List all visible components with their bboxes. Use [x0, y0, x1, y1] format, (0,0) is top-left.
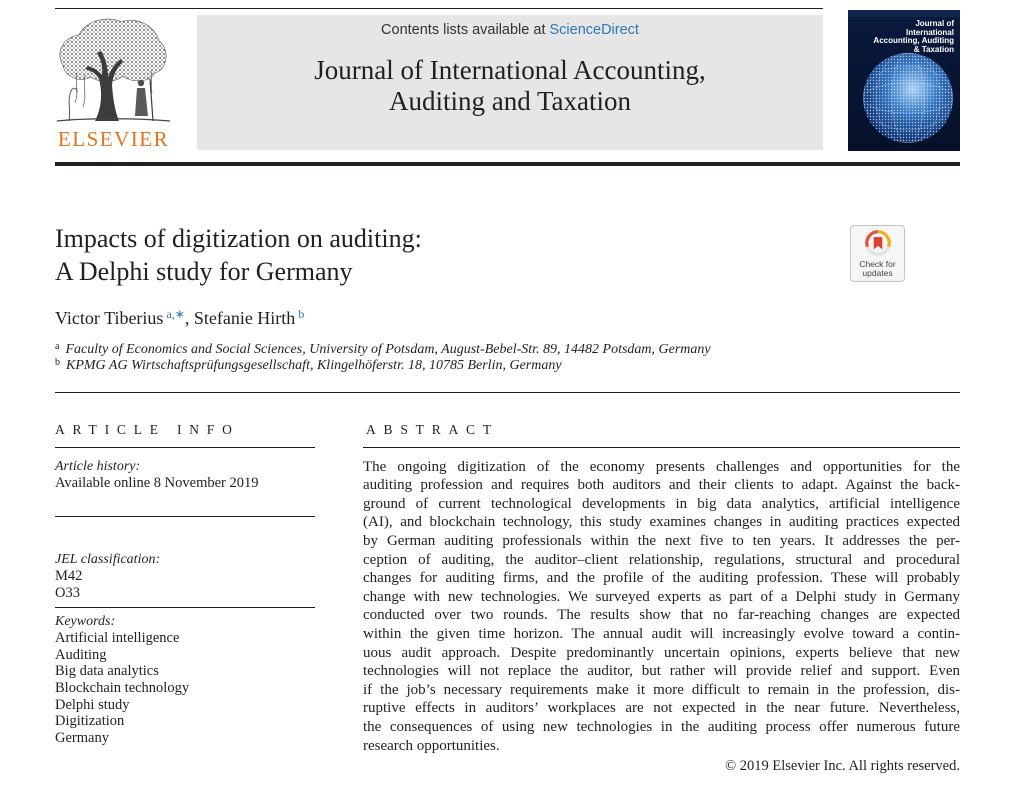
author-name: Victor Tiberius	[55, 308, 164, 328]
article-title-line: Impacts of digitization on auditing:	[55, 224, 422, 253]
badge-label-line: Check for	[859, 259, 896, 269]
keyword: Delphi study	[55, 696, 130, 713]
journal-header-box	[197, 15, 823, 150]
abstract-line: ception of auditing, the auditor–client relationship, regulations, structural and procedural	[363, 551, 960, 568]
affiliation	[55, 342, 711, 358]
keyword: Blockchain technology	[55, 680, 190, 697]
jel-code: O33	[55, 584, 80, 601]
authors	[55, 307, 304, 329]
abstract-line: change with new technologies. We surveyed experts as part of a Delphi study in Germany	[363, 588, 960, 605]
affiliation-text: KPMG AG Wirtschaftsprüfungsgesellschaft, Klingelhöferstr. 18, 10785 Berlin, Germany	[66, 358, 562, 373]
abstract-heading: ABSTRACT	[366, 422, 499, 437]
abstract-line: by German auditing professionals within the next five to ten years. It addresses the per-	[363, 533, 960, 550]
abstract-line: research opportunities.	[363, 737, 500, 754]
publisher-name: ELSEVIER	[57, 127, 170, 151]
abstract-line: The ongoing digitization of the economy presents challenges and opportunities for the	[363, 458, 960, 475]
abstract-body	[363, 458, 960, 756]
abstract-rule	[363, 447, 960, 448]
keyword: Artificial intelligence	[55, 630, 180, 646]
abstract-line: if the job’s necessary requirements make it more difficult to remain in the profession, dis-	[363, 681, 960, 698]
check-for-updates-badge[interactable]	[850, 225, 905, 282]
contents-prefix: Contents lists available at	[381, 22, 550, 38]
article-info-heading: ARTICLE INFO	[55, 422, 240, 437]
abstract-line: changes for auditing firms, and the profile of the auditing profession. These will probably	[363, 570, 960, 587]
abstract-line: conducted over two rounds. The results show that no far-reaching changes are expected	[363, 607, 960, 624]
keyword: Big data analytics	[55, 663, 159, 680]
abstract-line: the consequences of using new technologies in the auditing process offer numerous future	[363, 719, 960, 735]
author-separator: ,	[184, 308, 194, 328]
cover-title-line: & Taxation	[913, 44, 954, 54]
abstract-line: ruptive effects in auditors’ workplaces are not expected in the near future. Nevertheless,	[363, 700, 960, 717]
elsevier-tree-icon	[55, 13, 172, 125]
jel-label: JEL classification:	[55, 551, 161, 567]
article-info-divider	[55, 607, 315, 608]
keywords-list	[55, 630, 189, 747]
sciencedirect-link[interactable]: ScienceDirect	[549, 22, 639, 38]
top-rule	[55, 8, 823, 9]
section-rule	[55, 392, 960, 393]
keywords-label: Keywords:	[55, 613, 116, 629]
author-affiliation-link[interactable]: a,∗	[166, 307, 185, 321]
journal-title[interactable]	[197, 55, 823, 117]
badge-label-line: updates	[862, 268, 893, 278]
affiliation-label: b	[55, 357, 60, 368]
article-history-label: Article history:	[55, 458, 141, 474]
abstract-line: (AI), and blockchain technology, this study examines changes in auditing practices expected	[363, 514, 960, 531]
affiliations	[55, 342, 711, 374]
abstract-line: auditing profession and requires both auditors and their clients to adapt. Against the back-	[363, 477, 960, 494]
affiliation-text: Faculty of Economics and Social Sciences, University of Potsdam, August-Bebel-Str. 89, 14482 Potsdam, Germany	[65, 342, 711, 357]
copyright: © 2019 Elsevier Inc. All rights reserved.	[725, 758, 960, 774]
article-info-divider	[55, 516, 315, 517]
keyword: Auditing	[55, 646, 107, 663]
cover-title-line: Accounting, Auditing	[873, 36, 954, 45]
article-title-line: A Delphi study for Germany	[55, 257, 353, 286]
cover-title	[860, 20, 954, 54]
keyword: Germany	[55, 730, 109, 747]
check-for-updates-icon	[864, 229, 892, 257]
cover-title-line: International	[905, 27, 954, 37]
article-title	[55, 222, 815, 288]
abstract-line: ground of current technological developments in big data analytics, artificial intelligence	[363, 495, 960, 512]
author-name: Stefanie Hirth	[193, 308, 296, 328]
affiliation	[55, 358, 711, 374]
contents-line	[197, 21, 823, 39]
jel-code: M42	[55, 567, 83, 584]
abstract-line: within the given time horizon. The annual audit will increasingly evolve toward a contin-	[363, 626, 960, 643]
jel-codes	[55, 568, 82, 602]
journal-title-line: Auditing and Taxation	[388, 85, 632, 116]
journal-title-line: Journal of International Accounting,	[314, 54, 706, 85]
cover-title-line: Journal of	[915, 19, 954, 28]
author-affiliation-link[interactable]: b	[298, 307, 305, 321]
journal-cover[interactable]	[848, 10, 960, 151]
header-thick-rule	[55, 162, 960, 166]
abstract-line: uous audit approach. Despite predominantly uncertain opinions, experts believe that new	[363, 644, 960, 661]
article-history-value: Available online 8 November 2019	[55, 474, 259, 491]
affiliation-label: a	[55, 341, 60, 352]
badge-label	[851, 260, 904, 278]
article-info-rule	[55, 447, 315, 448]
abstract-line: technologies will not replace the auditor, but rather will provide relief and support. Even	[363, 663, 960, 680]
keyword: Digitization	[55, 713, 125, 730]
publisher-logo	[55, 13, 172, 153]
